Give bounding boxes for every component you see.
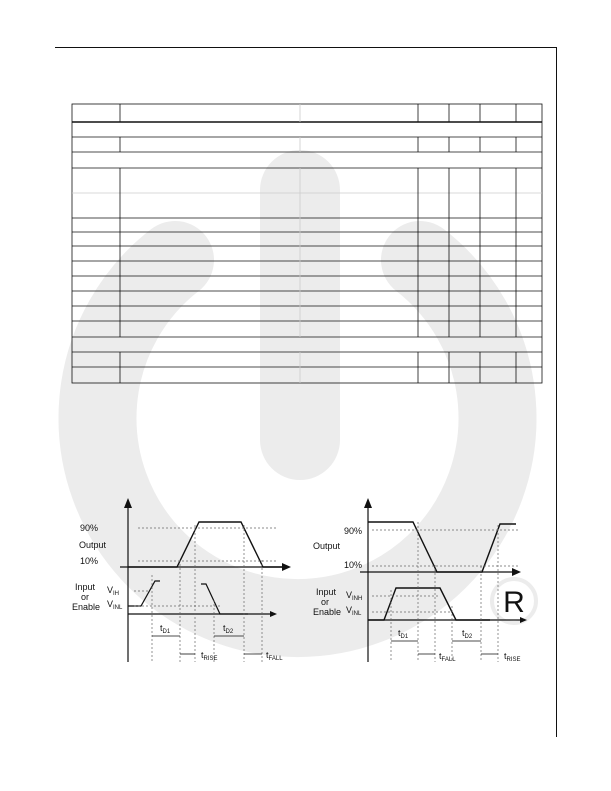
right-td2-sub: D2 xyxy=(464,634,473,640)
right-vih-main: V xyxy=(346,590,353,600)
left-trise-main: t xyxy=(201,650,204,660)
left-vih-sub: IH xyxy=(113,591,120,597)
registered-mark-letter: R xyxy=(503,586,525,619)
right-tfall-main: t xyxy=(439,651,442,661)
left-vil-sub: INL xyxy=(113,605,123,611)
right-y-axis-arrow xyxy=(364,498,372,508)
right-trise-main: t xyxy=(504,651,507,661)
left-vil-label xyxy=(107,599,123,611)
left-td2-sub: D2 xyxy=(225,629,234,635)
right-tfall-label xyxy=(439,651,456,663)
left-input-label-1: Input xyxy=(75,582,96,592)
right-x-axis-arrow xyxy=(512,568,521,576)
left-td1-main: t xyxy=(160,623,163,633)
left-vih-label xyxy=(107,585,119,597)
right-trise-label xyxy=(504,651,521,663)
right-td1-sub: D1 xyxy=(400,634,409,640)
right-pct-low: 10% xyxy=(344,560,363,570)
left-tfall-sub: FALL xyxy=(268,656,283,662)
left-x-axis-arrow xyxy=(282,563,291,571)
left-pct-high: 90% xyxy=(80,523,99,533)
right-input-label-2: or xyxy=(321,597,330,607)
right-input-label-3: Enable xyxy=(313,607,342,617)
left-pct-low: 10% xyxy=(80,556,99,566)
right-tfall-sub: FALL xyxy=(441,657,456,663)
left-trise-sub: RISE xyxy=(203,656,218,662)
right-trise-sub: RISE xyxy=(506,657,521,663)
right-vil-sub: INL xyxy=(352,611,362,617)
left-vih-main: V xyxy=(107,585,114,595)
right-pct-high: 90% xyxy=(344,526,363,536)
left-input-label-3: Enable xyxy=(72,602,101,612)
right-td2-main: t xyxy=(462,628,465,638)
left-td1-sub: D1 xyxy=(162,629,171,635)
right-td1-main: t xyxy=(398,628,401,638)
left-td1-label xyxy=(160,623,171,635)
left-td2-main: t xyxy=(223,623,226,633)
right-vih-sub: INH xyxy=(352,596,363,602)
left-tfall-main: t xyxy=(266,650,269,660)
right-output-label: Output xyxy=(313,541,341,551)
watermark-logo xyxy=(98,190,537,623)
left-output-label: Output xyxy=(79,540,107,550)
right-vil-main: V xyxy=(346,605,353,615)
left-trise-label xyxy=(201,650,218,662)
left-input-label-2: or xyxy=(81,592,90,602)
right-td2-label xyxy=(462,628,473,640)
left-vil-main: V xyxy=(107,599,114,609)
right-input-label-1: Input xyxy=(316,587,337,597)
